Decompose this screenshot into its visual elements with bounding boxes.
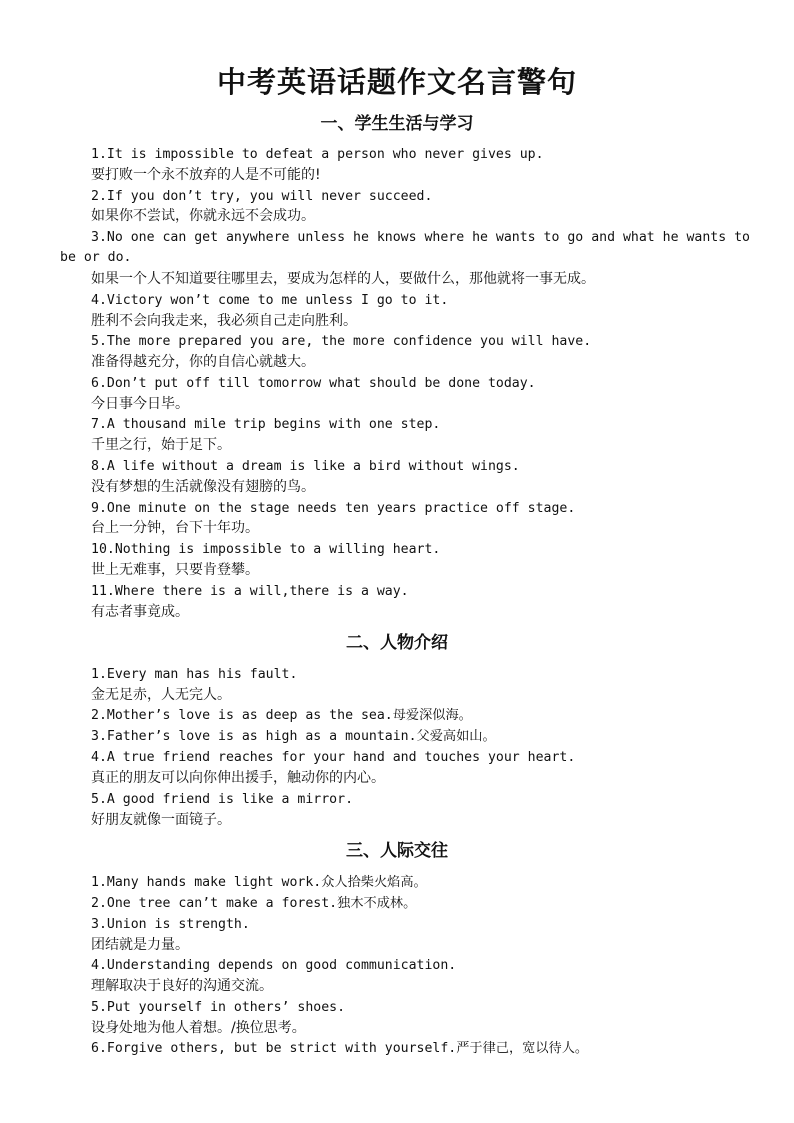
quote-english: 10.Nothing is impossible to a willing heart.: [91, 542, 441, 557]
quote-english: 1.Every man has his fault.: [91, 667, 298, 682]
quote-translation: 准备得越充分，你的自信心就越大。: [91, 354, 315, 370]
quote-english: 2.Mother’s love is as deep as the sea.母爱深似海。: [91, 708, 472, 723]
section-heading-relationships: 三、人际交往: [346, 841, 448, 861]
quote-english: 3.No one can get anywhere unless he knows where he wants to go and what he wants to be or do.: [60, 230, 750, 265]
quote-translation: 如果一个人不知道要往哪里去，要成为怎样的人，要做什么，那他就将一事无成。: [91, 271, 595, 287]
quote-translation: 好朋友就像一面镜子。: [91, 812, 231, 828]
quote-english: 4.A true friend reaches for your hand and touches your heart.: [91, 750, 576, 765]
document-title: 中考英语话题作文名言警句: [216, 65, 577, 99]
quote-english: 1.Many hands make light work.众人拾柴火焰高。: [91, 875, 427, 890]
quote-english: 5.Put yourself in others’ shoes.: [91, 1000, 346, 1015]
quote-translation: 千里之行，始于足下。: [91, 437, 231, 453]
quote-english: 6.Don’t put off till tomorrow what should be done today.: [91, 376, 536, 391]
quote-translation: 没有梦想的生活就像没有翅膀的鸟。: [91, 479, 315, 495]
quote-english: 8.A life without a dream is like a bird without wings.: [91, 459, 520, 474]
quote-english: 2.One tree can’t make a forest.独木不成林。: [91, 896, 417, 911]
quote-translation: 世上无难事，只要肯登攀。: [91, 562, 259, 578]
quote-translation: 团结就是力量。: [91, 937, 189, 953]
quote-translation: 真正的朋友可以向你伸出援手，触动你的内心。: [91, 770, 385, 786]
quote-english: 2.If you don’t try, you will never succeed.: [91, 189, 433, 204]
section-heading-people: 二、人物介绍: [346, 633, 448, 653]
quote-english: 5.A good friend is like a mirror.: [91, 792, 354, 807]
quote-english: 9.One minute on the stage needs ten years practice off stage.: [91, 501, 576, 516]
quote-translation: 如果你不尝试，你就永远不会成功。: [91, 208, 315, 224]
quote-translation: 理解取决于良好的沟通交流。: [91, 978, 273, 994]
quote-translation: 要打败一个永不放弃的人是不可能的!: [91, 167, 321, 183]
quote-translation: 金无足赤，人无完人。: [91, 687, 231, 703]
quote-translation: 设身处地为他人着想。/换位思考。: [91, 1020, 306, 1036]
quote-translation: 今日事今日毕。: [91, 396, 189, 412]
quote-translation: 有志者事竟成。: [91, 604, 189, 620]
quote-english: 7.A thousand mile trip begins with one step.: [91, 417, 441, 432]
quote-translation: 台上一分钟，台下十年功。: [91, 520, 259, 536]
quote-english: 3.Father’s love is as high as a mountain.父爱高如山。: [91, 729, 496, 744]
quote-english: 3.Union is strength.: [91, 917, 250, 932]
section-heading-student-life: 一、学生生活与学习: [320, 114, 474, 134]
quote-english: 4.Understanding depends on good communication.: [91, 958, 457, 973]
quote-english: 4.Victory won’t come to me unless I go to it.: [91, 293, 449, 308]
quote-english: 5.The more prepared you are, the more confidence you will have.: [91, 334, 592, 349]
quote-english: 6.Forgive others, but be strict with yourself.严于律己，宽以待人。: [91, 1041, 589, 1056]
quote-translation: 胜利不会向我走来，我必须自己走向胜利。: [91, 313, 357, 329]
quote-english: 1.It is impossible to defeat a person who never gives up.: [91, 147, 544, 162]
quote-english: 11.Where there is a will,there is a way.: [91, 584, 409, 599]
